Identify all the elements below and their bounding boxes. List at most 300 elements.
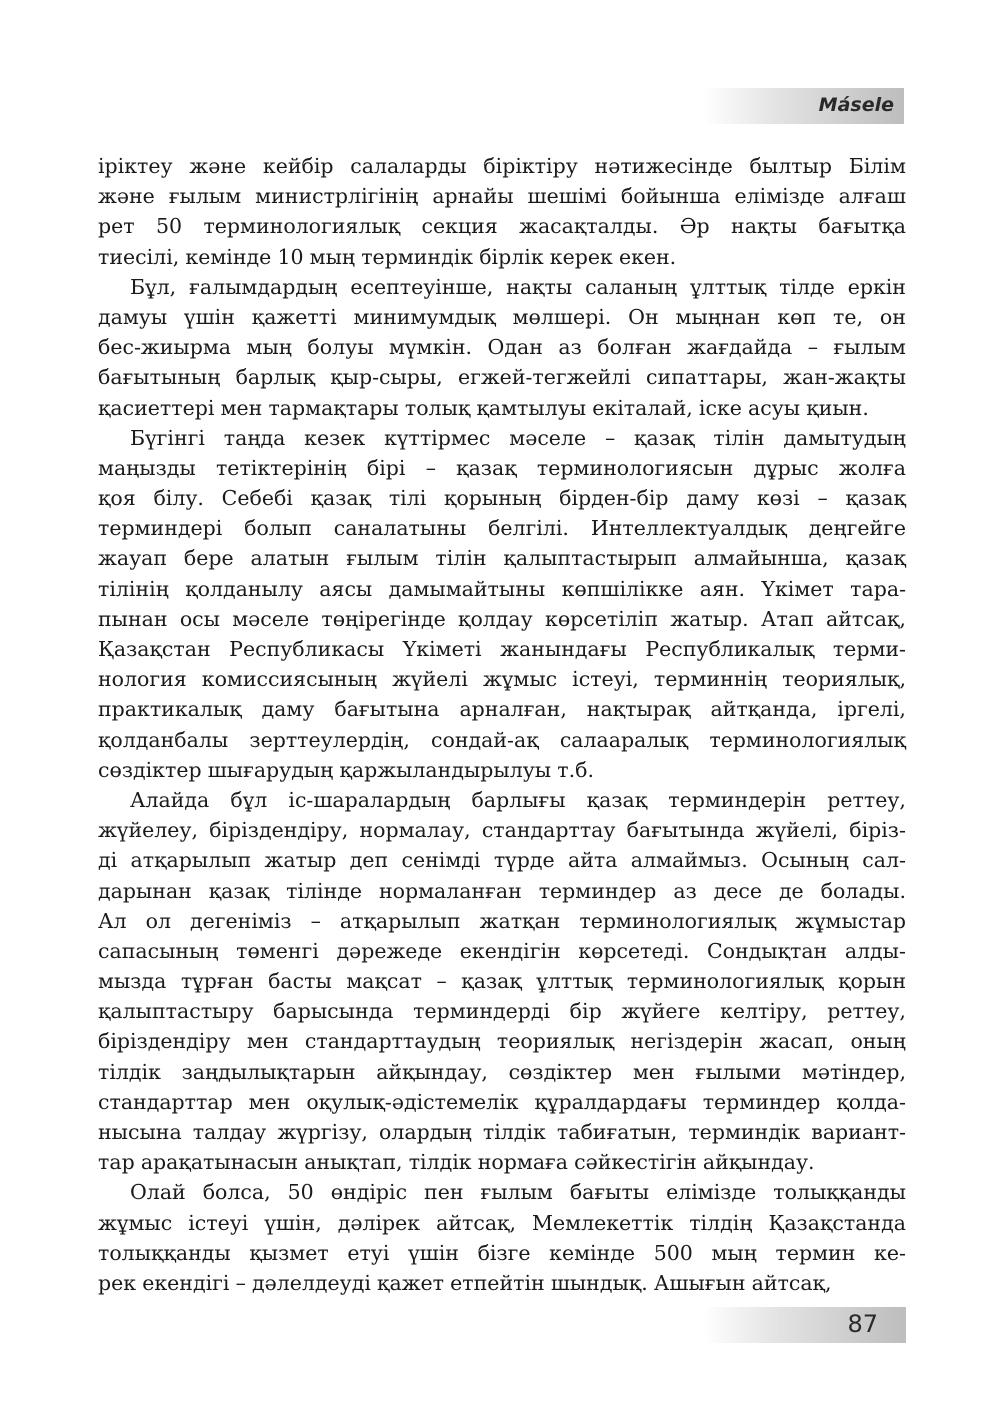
word: жолға xyxy=(838,455,906,480)
word: Алайда xyxy=(130,787,210,812)
page-footer xyxy=(704,1307,906,1343)
word: елімізде xyxy=(734,184,825,209)
word: жүйелеу, xyxy=(98,818,198,843)
text-line xyxy=(98,1177,906,1207)
word: істеуі xyxy=(188,1210,249,1235)
word: 10 xyxy=(277,244,304,269)
word: бағытының xyxy=(98,365,221,390)
word: тара- xyxy=(850,576,906,601)
text-line xyxy=(98,1117,906,1147)
word: Интеллектуалдық xyxy=(590,516,787,541)
word: пен xyxy=(424,1180,464,1205)
word: толыққанды xyxy=(773,1180,906,1205)
word: терминнің xyxy=(653,667,768,692)
word: қолдау xyxy=(458,606,533,631)
text-line xyxy=(98,936,906,966)
text-line xyxy=(98,181,906,211)
word: егжей-тегжейлі xyxy=(457,365,631,390)
word: бойынша xyxy=(620,184,721,209)
word: мөлшері. xyxy=(512,304,612,329)
text-line xyxy=(98,815,906,845)
word: белгілі. xyxy=(488,516,569,541)
word: дамымайтыны xyxy=(388,576,546,601)
text-line xyxy=(98,876,906,906)
word: терми- xyxy=(832,637,906,661)
word: білу. xyxy=(153,486,204,511)
paragraph xyxy=(98,785,906,1177)
word: мүмкін. xyxy=(389,335,473,360)
word: оқулық-әдістемелік xyxy=(306,1089,519,1114)
word: дұрыс xyxy=(753,455,819,480)
word: стандарттаудың xyxy=(304,1029,481,1054)
word: жағдайда xyxy=(687,335,793,360)
word: – xyxy=(604,425,616,450)
section-title: Másele xyxy=(818,94,894,116)
word: мәтіндер, xyxy=(801,1059,906,1084)
word: Бүгінгі xyxy=(130,425,205,450)
text-line xyxy=(98,211,906,241)
text-line xyxy=(98,151,906,181)
text-line xyxy=(98,332,906,362)
text-line xyxy=(98,1026,906,1056)
word: арнайы xyxy=(432,184,514,209)
word: даму xyxy=(686,486,740,511)
word: еркін xyxy=(847,274,906,299)
word: көпшілікке xyxy=(561,576,684,601)
word: терминологиялық xyxy=(709,727,906,752)
word: ғылыми xyxy=(695,1059,782,1084)
word: бұл xyxy=(230,787,268,812)
word: жасақталды. xyxy=(519,214,659,239)
word: дәлелдеуді xyxy=(251,1270,371,1295)
word: ол xyxy=(145,908,171,933)
word: таңда xyxy=(223,425,286,450)
word: көрсетеді. xyxy=(578,938,690,963)
word: атқарылып xyxy=(130,848,252,873)
word: біріз- xyxy=(849,818,906,843)
word: қорының xyxy=(444,486,542,511)
word: Он xyxy=(628,304,659,329)
word: – xyxy=(425,455,436,480)
word: шындық. xyxy=(550,1270,648,1295)
word: сондай-ақ xyxy=(431,727,539,752)
word: кемінде xyxy=(549,1240,636,1265)
word: жүйеге xyxy=(621,999,701,1024)
word: тілдік xyxy=(408,1150,472,1175)
word: бір xyxy=(569,999,602,1024)
word: айта xyxy=(567,848,618,873)
word: жан-жақты xyxy=(783,365,906,390)
word: – xyxy=(235,1270,246,1295)
word: он xyxy=(879,304,906,329)
word: ке- xyxy=(874,1240,906,1265)
word: қолданылу xyxy=(185,576,303,601)
word: етпейтін xyxy=(450,1270,545,1295)
word: бізге xyxy=(477,1240,531,1265)
word: тармақтары xyxy=(268,395,399,420)
word: терминдер xyxy=(702,1089,821,1114)
word: үшін, xyxy=(264,1210,322,1235)
text-line xyxy=(98,755,906,785)
word: бағыты xyxy=(569,1180,650,1205)
word: аз xyxy=(673,878,697,903)
word: жұмыс xyxy=(482,667,558,692)
word: нәтижесінде xyxy=(594,154,733,178)
word: алмаймыз. xyxy=(630,848,748,873)
word: мызда xyxy=(98,969,167,994)
word: 500 xyxy=(653,1240,693,1265)
word: – xyxy=(817,486,828,511)
word: сөздіктер xyxy=(98,757,202,782)
word: қоя xyxy=(98,486,136,511)
word: айқындау, xyxy=(376,1059,488,1084)
word: заңдылықтарын xyxy=(181,1059,356,1084)
word: бағытқа xyxy=(818,214,906,239)
word: түрде xyxy=(493,848,555,873)
word: қазақ xyxy=(456,455,517,480)
word: ді xyxy=(98,848,118,873)
word: нормалау, xyxy=(359,818,471,843)
word: іске xyxy=(698,395,742,420)
word: Қазақстанда xyxy=(768,1210,906,1235)
word: Одан xyxy=(487,335,543,360)
word: алғаш xyxy=(838,184,906,209)
word: кезек xyxy=(304,425,366,450)
word: практикалық xyxy=(98,697,242,722)
word: барысында xyxy=(273,999,394,1024)
word: – xyxy=(310,908,321,933)
text-line xyxy=(98,1238,906,1268)
word: барлық xyxy=(235,365,316,390)
word: терминологиялық xyxy=(579,908,777,933)
word: нормаланған xyxy=(378,878,522,903)
word: қалыптастыру xyxy=(98,999,254,1024)
word: мәселе xyxy=(232,606,310,631)
word: қолда- xyxy=(836,1089,906,1114)
word: секция xyxy=(421,214,498,239)
word: ұлттық xyxy=(536,969,613,994)
word: былтыр xyxy=(749,154,832,178)
word: дәлірек xyxy=(337,1210,421,1235)
word: бес-жиырма xyxy=(98,335,232,360)
word: бірден-бір xyxy=(559,486,669,511)
word: іс-шаралардың xyxy=(288,787,451,812)
word: нақты xyxy=(506,274,573,299)
word: барлығы xyxy=(471,787,566,812)
word: негіздерін xyxy=(630,1029,743,1054)
word: тілінде xyxy=(286,878,363,903)
word: минимумдық xyxy=(353,304,496,329)
word: керек xyxy=(549,244,613,269)
word: болса, xyxy=(202,1180,271,1205)
word: тілі xyxy=(388,486,427,511)
word: екіталай, xyxy=(592,395,693,420)
text-line xyxy=(98,634,906,664)
text-line xyxy=(98,302,906,332)
word: Олай xyxy=(130,1180,186,1205)
word: жатыр xyxy=(264,848,337,873)
word: тілін xyxy=(435,546,487,571)
word: дамуы xyxy=(98,304,168,329)
word: қалыптастырып xyxy=(503,546,677,571)
word: мыңнан xyxy=(675,304,761,329)
text-line xyxy=(98,966,906,996)
word: айтсақ, xyxy=(826,606,906,631)
word: бағытына xyxy=(334,697,440,722)
word: Себебі xyxy=(221,486,293,511)
word: елімізде xyxy=(666,1180,757,1205)
text-line xyxy=(98,362,906,392)
word: қаржыландырылуы xyxy=(339,757,552,782)
word: екендігін xyxy=(459,938,561,963)
word: терминдері xyxy=(98,516,223,541)
word: алмайынша, xyxy=(693,546,829,571)
word: тілде xyxy=(779,274,835,299)
word: нормаға xyxy=(477,1150,569,1175)
word: аян. xyxy=(699,576,746,601)
word: мақсат xyxy=(346,969,422,994)
body-text xyxy=(98,151,906,1298)
word: жүргізу, xyxy=(277,1120,368,1144)
word: сипаттары, xyxy=(646,365,768,390)
running-header xyxy=(704,88,904,124)
word: теориялық, xyxy=(782,667,906,692)
word: төңірегінде xyxy=(321,606,446,631)
text-line xyxy=(98,543,906,573)
word: жауап xyxy=(98,546,168,571)
word: мың xyxy=(309,244,356,269)
word: ғалымдардың xyxy=(189,274,338,299)
word: мен xyxy=(248,1089,291,1114)
word: сапасының xyxy=(98,938,219,963)
word: шығарудың xyxy=(207,757,334,782)
word: шешімі xyxy=(527,184,607,209)
word: Үкімет xyxy=(761,576,834,601)
word: асуы xyxy=(748,395,801,420)
word: ғылым xyxy=(346,546,419,571)
text-line xyxy=(98,1087,906,1117)
word: мен xyxy=(246,1029,289,1054)
word: көзі xyxy=(756,486,800,511)
text-line xyxy=(98,272,906,302)
word: мен xyxy=(220,395,263,420)
word: Әр xyxy=(679,214,710,239)
word: жатыр. xyxy=(670,606,749,631)
text-line xyxy=(98,694,906,724)
word: терминологиялық xyxy=(626,969,824,994)
word: Осының xyxy=(761,848,849,873)
word: стандарттау xyxy=(481,818,616,843)
paragraph xyxy=(98,272,906,423)
word: дамытудың xyxy=(783,425,906,450)
word: комиссиясының xyxy=(201,667,378,692)
word: бірлік xyxy=(479,244,544,269)
word: мың xyxy=(711,1240,757,1265)
word: терминдерді xyxy=(413,999,551,1024)
word: жатқан xyxy=(479,908,561,933)
word: Ашығын xyxy=(653,1270,746,1295)
word: саланың xyxy=(585,274,678,299)
word: атқарылып xyxy=(339,908,461,933)
word: салаларды xyxy=(350,154,467,178)
word: қызмет xyxy=(249,1240,329,1265)
word: жүйелі xyxy=(392,667,468,692)
word: айтсақ, xyxy=(751,1270,832,1295)
word: айтқанда, xyxy=(710,697,818,722)
word: біріздендіру, xyxy=(209,818,349,843)
page-number: 87 xyxy=(847,1310,878,1338)
word: термин xyxy=(775,1240,856,1265)
word: ұлттық xyxy=(690,274,767,299)
text-line xyxy=(98,1268,906,1298)
word: сал- xyxy=(862,848,906,873)
word: даму xyxy=(261,697,315,722)
word: деңгейге xyxy=(808,516,906,541)
word: жүйелі, xyxy=(755,818,839,843)
word: салааралық xyxy=(559,727,689,752)
word: біріктіру xyxy=(483,154,578,178)
word: Атап xyxy=(760,606,814,631)
word: көп xyxy=(777,304,817,329)
word: және xyxy=(98,184,155,209)
word: қажет xyxy=(377,1270,445,1295)
word: терминологиясын xyxy=(536,455,734,480)
word: қазақ xyxy=(310,486,372,511)
word: жұмыс xyxy=(98,1210,173,1235)
word: сенімді xyxy=(401,848,481,873)
word: үшін xyxy=(184,304,235,329)
word: дарынан xyxy=(98,878,192,903)
text-line xyxy=(98,1147,906,1177)
word: толық xyxy=(404,395,471,420)
word: нысына xyxy=(98,1120,182,1144)
word: төменгі xyxy=(236,938,319,963)
word: реттеу, xyxy=(827,999,906,1024)
paragraph xyxy=(98,1177,906,1298)
word: тұрған xyxy=(180,969,254,994)
word: терминологиялық xyxy=(203,214,401,239)
text-line xyxy=(98,664,906,694)
word: өндіріс xyxy=(330,1180,408,1205)
word: маңызды xyxy=(98,455,196,480)
word: етуі xyxy=(347,1240,390,1265)
word: қазақ xyxy=(845,486,906,511)
word: жасап, xyxy=(759,1029,835,1054)
word: болуы xyxy=(307,335,374,360)
word: 50 xyxy=(287,1180,314,1205)
word: іріктеу xyxy=(98,154,173,178)
word: – xyxy=(436,969,447,994)
word: қазақ xyxy=(208,878,270,903)
word: терминдік xyxy=(688,1120,801,1144)
word: те, xyxy=(833,304,864,329)
word: Сондықтан xyxy=(706,938,828,963)
word: Білім xyxy=(848,154,906,178)
word: есептеуінше, xyxy=(350,274,494,299)
word: Бұл, xyxy=(130,274,177,299)
word: т.б. xyxy=(557,757,594,782)
word: терминдер xyxy=(538,878,657,903)
word: біріздендіру xyxy=(98,1029,231,1054)
word: Қазақстан xyxy=(98,637,211,661)
word: Мемлекеттік xyxy=(532,1210,674,1235)
word: болған xyxy=(597,335,672,360)
text-line xyxy=(98,483,906,513)
word: аз xyxy=(558,335,582,360)
word: вариант- xyxy=(811,1120,906,1144)
word: жанындағы xyxy=(500,637,627,661)
word: айқындау. xyxy=(702,1150,815,1175)
text-line xyxy=(98,845,906,875)
word: кейбір xyxy=(262,154,334,178)
word: оның xyxy=(850,1029,906,1054)
word: Ал xyxy=(98,908,127,933)
word: құралдардағы xyxy=(534,1089,687,1114)
word: көрсетіліп xyxy=(545,606,659,631)
word: терминдерін xyxy=(668,787,807,812)
word: екендігі xyxy=(142,1270,230,1295)
word: үшін xyxy=(408,1240,459,1265)
word: арналған, xyxy=(459,697,567,722)
word: 50 xyxy=(155,214,183,239)
word: тілінің xyxy=(98,576,169,601)
word: мың xyxy=(246,335,292,360)
word: дәрежеде xyxy=(336,938,443,963)
word: қазақ xyxy=(461,969,522,994)
word: нақты xyxy=(731,214,797,239)
word: осы xyxy=(179,606,220,631)
word: қамтылуы xyxy=(476,395,587,420)
word: жұмыстар xyxy=(795,908,906,933)
word: Республикасы xyxy=(229,637,385,661)
word: айтсақ, xyxy=(436,1210,516,1235)
word: күттірмес xyxy=(384,425,491,450)
word: тетіктерінің xyxy=(215,455,347,480)
word: рет xyxy=(98,214,135,239)
word: және xyxy=(189,154,247,178)
word: анықтап, xyxy=(304,1150,403,1175)
text-line xyxy=(98,725,906,755)
word: мәселе xyxy=(509,425,587,450)
word: алды- xyxy=(844,938,906,963)
word: қиын. xyxy=(806,395,869,420)
text-line xyxy=(98,1057,906,1087)
word: қыр-сыры, xyxy=(330,365,443,390)
word: басты xyxy=(268,969,332,994)
paragraph xyxy=(98,151,906,272)
word: бағытында xyxy=(626,818,745,843)
word: қажетті xyxy=(251,304,337,329)
word: тілін xyxy=(713,425,765,450)
word: Республикалық xyxy=(645,637,815,661)
word: нология xyxy=(98,667,187,692)
word: реттеу, xyxy=(827,787,906,812)
word: тілдің xyxy=(689,1210,753,1235)
word: келтіру, xyxy=(720,999,808,1024)
word: зерттеулердің, xyxy=(249,727,410,752)
text-line xyxy=(98,513,906,543)
word: қазақ xyxy=(634,425,695,450)
text-line xyxy=(98,423,906,453)
word: сөздіктер xyxy=(508,1059,613,1084)
word: қолданбалы xyxy=(98,727,229,752)
word: ғылым xyxy=(833,335,906,360)
word: сәйкестігін xyxy=(574,1150,697,1175)
text-line xyxy=(98,906,906,936)
word: пынан xyxy=(98,606,168,631)
word: табиғатын, xyxy=(556,1120,678,1144)
word: толыққанды xyxy=(98,1240,231,1265)
